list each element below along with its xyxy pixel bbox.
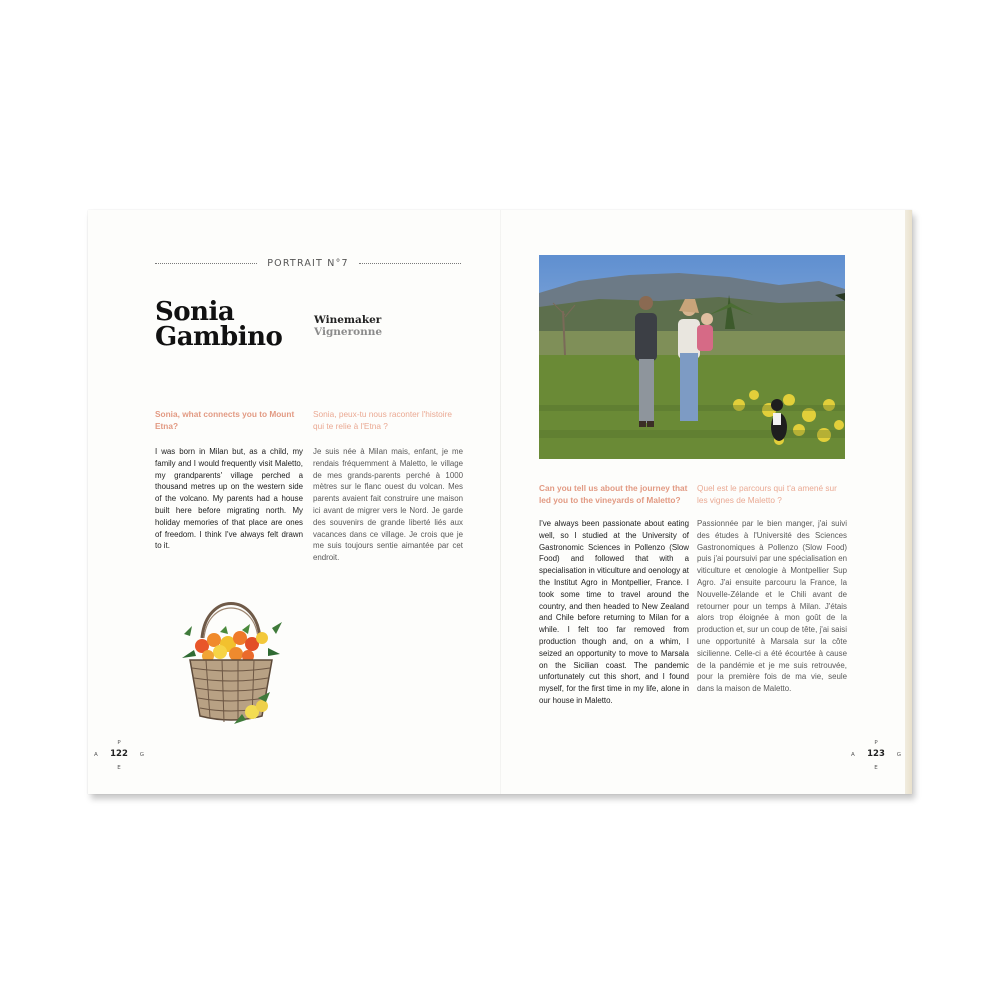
first-name: Sonia bbox=[155, 297, 235, 327]
question-1-english: Sonia, what connects you to Mount Etna? bbox=[155, 409, 295, 431]
answer-2-english: I've always been passionate about eating well, so I studied at the University of Gastronomic Sciences in Pollenzo (Slow Food) and followed that with a specialisation in viticulture and oenology at the Institut Agro in Montpellier, France. I took some time to travel around the country, and then headed to New Zealand and Chile before returning to Milan for a while. I felt too far removed from production though and, on a whim, I seized an opportunity to move to Marsala on the Sicilian coast. The pandemic unfortunately cut this short, and I found myself, for the first time in my life, alone in our house in Maletto. bbox=[539, 519, 689, 705]
page-number-right bbox=[851, 740, 901, 776]
page-letter-left: A bbox=[851, 752, 855, 758]
answer-1-english: I was born in Milan but, as a child, my family and I would frequently visit Maletto, my grandparents' village perched a thousand metres up on the western side of the volcano. My parents had a house built here before migrating north. My holiday memories of that place are ones of freedom. I think I've always felt drawn to it. bbox=[155, 447, 303, 551]
portrait-label: PORTRAIT N°7 bbox=[267, 257, 349, 269]
book-spread bbox=[88, 210, 912, 794]
role-english: Winemaker bbox=[314, 314, 382, 326]
role-french: Vigneronne bbox=[314, 326, 383, 338]
page-letter-right: G bbox=[139, 752, 144, 758]
person-role bbox=[314, 314, 382, 338]
page-number-value: 123 bbox=[867, 749, 885, 759]
page-letter-top: P bbox=[117, 740, 121, 746]
answer-2-french: Passionnée par le bien manger, j'ai suivi des études à l'Université des Sciences Gastronomiques à Pollenzo (Slow Food) puis j'ai poursuivi par une spécialisation en viticulture et œnologie à Montpellier Sup Agro. J'ai ensuite parcouru la France, la Nouvelle-Zélande et le Chili avant de retourner pour un temps à Milan. J'étais alors trop éloignée à mon goût de la production et, sur un coup de tête, j'ai saisi une opportunité à Marsala sur la côte sicilienne. Celle-ci a été écourtée à cause de la pandémie et je me suis retrouvée, pour la première fois de ma vie, seule dans la maison de Maletto. bbox=[697, 519, 847, 694]
question-2-english: Can you tell us about the journey that led you to the vineyards of Maletto? bbox=[539, 483, 688, 505]
question-2-french: Quel est le parcours qui t'a amené sur les vignes de Maletto ? bbox=[697, 483, 837, 505]
question-1-french: Sonia, peux-tu nous raconter l'histoire qui te relie à l'Etna ? bbox=[313, 409, 453, 431]
page-letter-left: A bbox=[94, 752, 98, 758]
person-name bbox=[155, 297, 283, 352]
last-name: Gambino bbox=[155, 322, 283, 352]
header-rule-left bbox=[155, 263, 257, 264]
page-letter-bottom: E bbox=[117, 765, 121, 771]
portrait-header bbox=[155, 255, 461, 271]
page-letter-bottom: E bbox=[874, 765, 878, 771]
page-edge bbox=[905, 210, 912, 794]
family-vineyard-photo bbox=[539, 255, 845, 459]
citrus-basket-illustration bbox=[176, 588, 286, 734]
page-gutter bbox=[500, 210, 501, 794]
page-number-value: 122 bbox=[110, 749, 128, 759]
header-rule-right bbox=[359, 263, 461, 264]
page-letter-top: P bbox=[874, 740, 878, 746]
page-number-left bbox=[94, 740, 144, 776]
answer-1-french: Je suis née à Milan mais, enfant, je me rendais fréquemment à Maletto, le village de mes grands-parents perché à 1000 mètres sur le flanc ouest du volcan. Mes parents avaient fait construire une maison ici avant de migrer vers le Nord. Je garde des souvenirs de grande liberté liés aux vacances dans ce village. Je crois que je me suis toujours sentie aimantée par cet endroit. bbox=[313, 447, 463, 563]
page-letter-right: G bbox=[896, 752, 901, 758]
